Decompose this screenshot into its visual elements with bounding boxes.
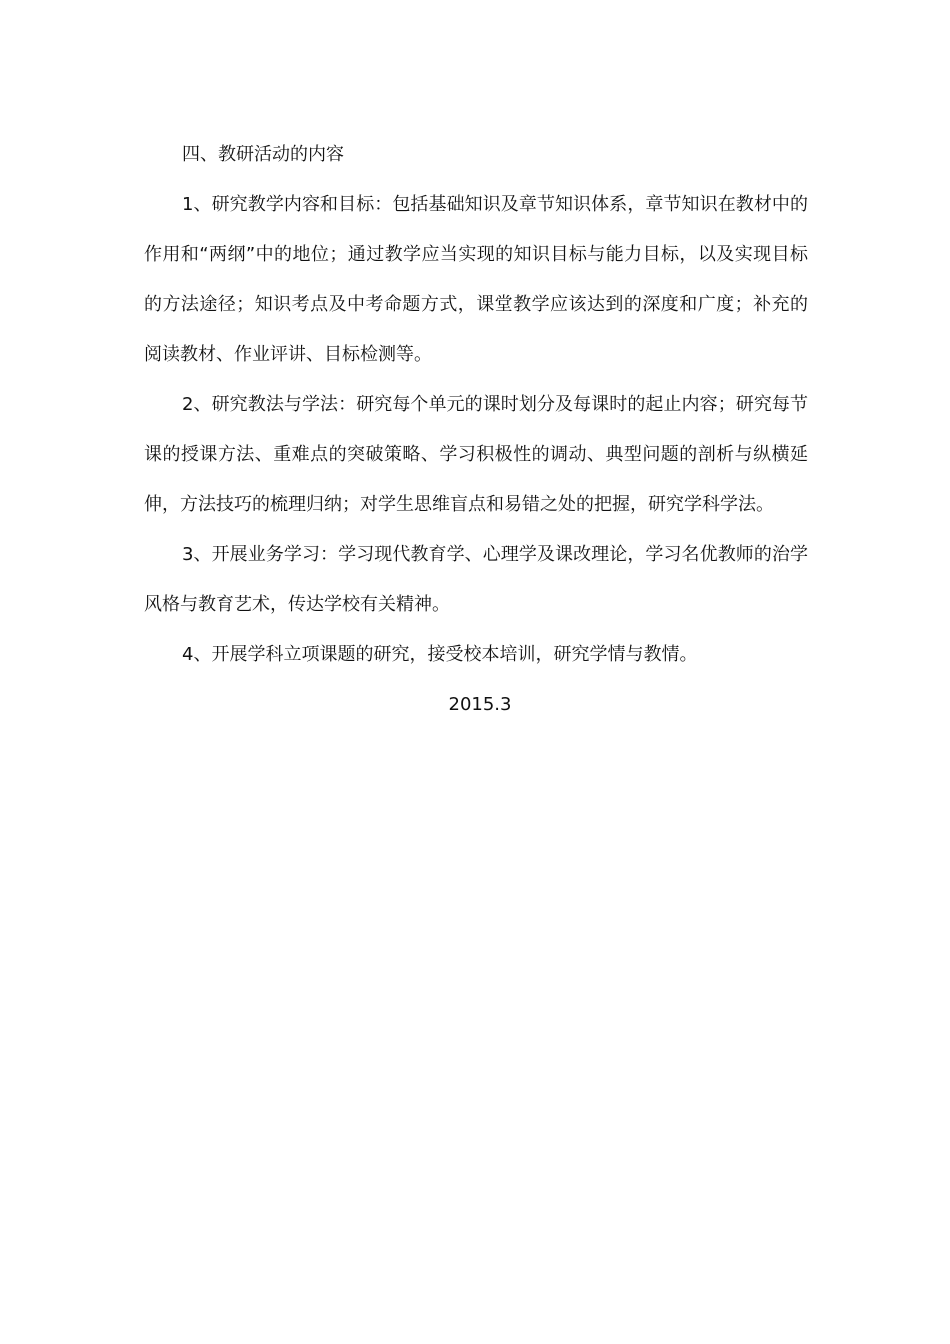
paragraph-4: 4、开展学科立项课题的研究，接受校本培训，研究学情与教情。 xyxy=(182,644,698,665)
paragraph-2: 2、研究教法与学法：研究每个单元的课时划分及每课时的起止内容；研究每节课的授课方法、重难点的突破策略、学习积极性的调动、典型问题的剖析与纵横延伸，方法技巧的梳理归纳；对学生思维盲点和易错之处的把握，研究学科学法。 xyxy=(144,394,808,515)
paragraph-1: 1、研究教学内容和目标：包括基础知识及章节知识体系，章节知识在教材中的作用和“两纲”中的地位；通过教学应当实现的知识目标与能力目标，以及实现目标的方法途径；知识考点及中考命题方式，课堂教学应该达到的深度和广度；补充的阅读教材、作业评讲、目标检测等。 xyxy=(144,194,808,365)
document-date: 2015.3 xyxy=(448,694,512,715)
section-heading: 四、教研活动的内容 xyxy=(182,144,344,165)
paragraph-3: 3、开展业务学习：学习现代教育学、心理学及课改理论，学习名优教师的治学风格与教育艺术，传达学校有关精神。 xyxy=(144,544,808,615)
document-body xyxy=(144,130,808,730)
